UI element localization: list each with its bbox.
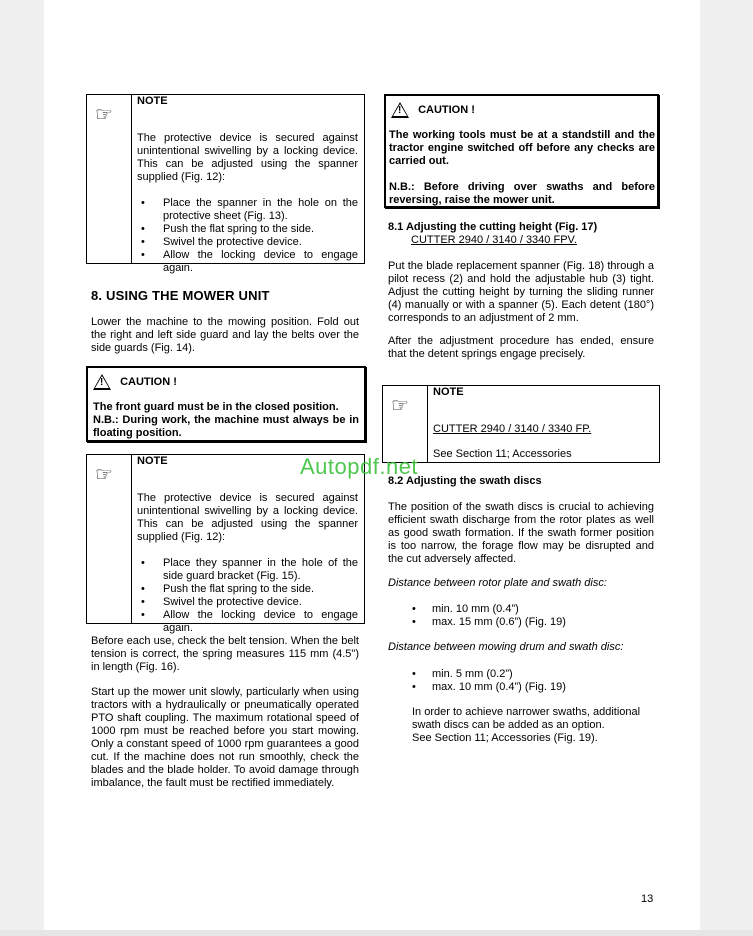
list-item: • Swivel the protective device. [141, 596, 302, 608]
pointing-hand-icon: ☞ [95, 104, 113, 126]
distance-label-drum: Distance between mowing drum and swath disc: [388, 641, 624, 653]
list-item: • Place the spanner in the hole on the protective sheet (Fig. 13). [141, 197, 358, 222]
note-body [137, 121, 358, 275]
section-8-paragraph: Lower the machine to the mowing position. Fold out the right and left side guard and lay the belts over the side guards (Fig. 14). [91, 316, 359, 354]
section-heading-8-1 [388, 221, 597, 247]
list-item: • Place they spanner in the hole of the side guard bracket (Fig. 15). [141, 557, 358, 582]
pointing-hand-icon: ☞ [391, 395, 409, 417]
viewer-margin-left [0, 0, 44, 936]
list-item: • min. 10 mm (0.4”) [412, 603, 519, 615]
caution-box-front-guard [86, 366, 366, 442]
list-item: • Swivel the protective device. [141, 236, 302, 248]
page-number: 13 [641, 893, 654, 905]
list-item: • max. 15 mm (0.6”) (Fig. 19) [412, 616, 566, 628]
note-box-locking-device [86, 94, 365, 274]
distance-list-rotor [388, 603, 566, 629]
section-heading-8-2: 8.2 Adjusting the swath discs [388, 475, 542, 487]
note-reference: See Section 11; Accessories [433, 448, 572, 460]
subsection-title: 8.1 Adjusting the cutting height (Fig. 17) [388, 221, 598, 233]
detent-springs-paragraph: After the adjustment procedure has ended, ensure that the detent springs engage precisely. [388, 335, 654, 360]
list-item: • max. 10 mm (0.4”) (Fig. 19) [412, 681, 566, 693]
caution-body [389, 129, 655, 207]
note-body [137, 481, 358, 635]
watermark-text: Autopdf.net [300, 454, 419, 479]
caution-title: CAUTION ! [418, 103, 475, 116]
warning-icon [93, 374, 111, 390]
belt-tension-paragraph: Before each use, check the belt tension. When the belt tension is correct, the spring measures 115 mm (4.5") in length (Fig. 16). [91, 635, 359, 673]
list-item: • min. 5 mm (0.2”) [412, 668, 513, 680]
model-label: CUTTER 2940 / 3140 / 3340 FP. [433, 423, 592, 435]
pointing-hand-icon: ☞ [95, 464, 113, 486]
viewer-margin-right [700, 0, 753, 936]
caution-box-working-tools [384, 94, 659, 208]
model-label: CUTTER 2940 / 3140 / 3340 FPV. [411, 234, 577, 246]
swath-discs-paragraph: The position of the swath discs is crucial to achieving efficient swath discharge from the rotor plates as well as good swath formation. If the swath former position is too narrow, the forage flow may be disrupted and the cut adversely affected. [388, 501, 654, 565]
list-item: • Allow the locking device to engage again. [141, 249, 358, 274]
note-intro: The protective device is secured against unintentional swivelling by a locking device. This can be adjusted using the spanner supplied (Fig. 12): [137, 132, 358, 183]
caution-line: N.B.: During work, the machine must always be in floating position. [93, 414, 359, 439]
viewer-margin-bottom [0, 930, 753, 936]
document-page [44, 0, 700, 930]
distance-list-drum [388, 668, 566, 694]
narrower-swaths-paragraph: In order to achieve narrower swaths, additional swath discs can be added as an option. See Section 11; Accessories (Fig. 19). [412, 706, 641, 744]
note-title: NOTE [433, 386, 464, 398]
note-title: NOTE [137, 455, 168, 467]
start-up-paragraph: Start up the mower unit slowly, particularly when using tractors with a hydraulically or pneumatically operated PTO shaft coupling. The maximum rotational speed of 1000 rpm must be reached before you start mowing. Only a constant speed of 1000 rpm guarantees a good cut. If the machine does not run smoothly, check the blades and the blade holder. To avoid damage through imbalance, the fault must be rectified immediately. [91, 686, 359, 789]
note-intro: The protective device is secured against unintentional swivelling by a locking device. This can be adjusted using the spanner supplied (Fig. 12): [137, 492, 358, 543]
warning-icon [391, 102, 409, 118]
list-item: • Push the flat spring to the side. [141, 583, 315, 595]
caution-body [93, 401, 359, 440]
list-item: • Push the flat spring to the side. [141, 223, 315, 235]
cutting-height-paragraph: Put the blade replacement spanner (Fig. 18) through a pilot recess (2) and hold the adjustable hub (3) tight. Adjust the cutting height by turning the sliding runner (4) manually or with a spanner (5). Each detent (180°) corresponds to an adjustment of 2 mm. [388, 260, 654, 324]
distance-label-rotor: Distance between rotor plate and swath disc: [388, 577, 607, 589]
list-item: • Allow the locking device to engage again. [141, 609, 358, 634]
caution-line: The front guard must be in the closed position. [93, 401, 339, 413]
note-title: NOTE [137, 95, 168, 107]
caution-line: N.B.: Before driving over swaths and before reversing, raise the mower unit. [389, 181, 655, 206]
note-box-accessories [382, 385, 660, 463]
caution-title: CAUTION ! [120, 375, 177, 388]
caution-line: The working tools must be at a standstill and the tractor engine switched off before any checks are carried out. [389, 129, 655, 167]
section-heading-8: 8. USING THE MOWER UNIT [91, 288, 270, 303]
